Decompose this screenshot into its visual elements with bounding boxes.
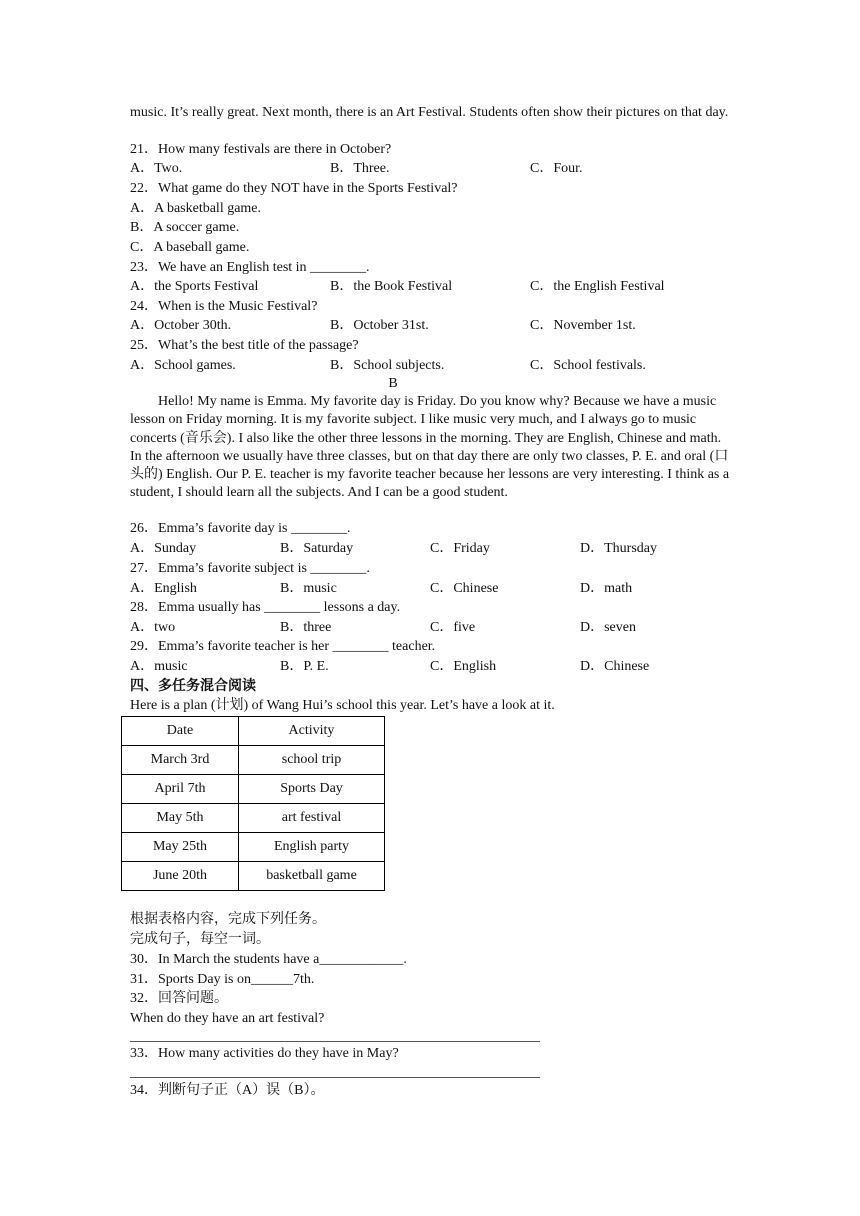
question-32-text: When do they have an art festival? (130, 1011, 325, 1026)
table-row (122, 862, 385, 891)
q26-option-b: B．Saturday (280, 541, 354, 556)
question-32-label: 32．回答问题。 (130, 991, 228, 1006)
q21-option-b: B．Three. (330, 161, 390, 176)
q25-option-c: C．School festivals. (530, 358, 646, 373)
q24-option-a: A．October 30th. (130, 318, 232, 333)
question-31: 31．Sports Day is on______7th. (130, 972, 315, 987)
table-cell-activity: Sports Day (239, 775, 385, 804)
q21-option-a: A．Two. (130, 161, 183, 176)
q22-option-b: B．A soccer game. (130, 220, 240, 235)
plan-intro: Here is a plan (计划) of Wang Hui’s school this year. Let’s have a look at it. (130, 698, 555, 713)
table-cell-activity: basketball game (239, 862, 385, 891)
section-4-heading: 四、多任务混合阅读 (130, 679, 256, 694)
passage-b-text: Hello! My name is Emma. My favorite day is Friday. Do you know why? Because we have a music lesson on Friday morning. It is my favorite subject. I like music very much, and I always go to music concerts (音乐会). I also like the other three lessons in the morning. They are English, Chinese and math. In the afternoon we usually have three classes, but on that day there are only two classes, P. E. and oral (口头的) English. Our P. E. teacher is my favorite teacher because her lessons are very interesting. I think as a student, I should learn all the subjects. And I can be a good student. (130, 394, 730, 501)
question-25-stem: 25．What’s the best title of the passage? (130, 338, 359, 353)
q29-option-d: D．Chinese (580, 659, 650, 674)
answer-line-33 (130, 1077, 540, 1078)
table-row (122, 775, 385, 804)
q24-option-b: B．October 31st. (330, 318, 429, 333)
q29-option-b: B．P. E. (280, 659, 329, 674)
answer-line-32 (130, 1041, 540, 1042)
question-22-stem: 22．What game do they NOT have in the Sports Festival? (130, 181, 458, 196)
q28-option-b: B．three (280, 620, 332, 635)
q27-option-c: C．Chinese (430, 581, 499, 596)
question-26-stem: 26．Emma’s favorite day is ________. (130, 521, 351, 536)
question-23-stem: 23．We have an English test in ________. (130, 260, 370, 275)
table-cell-date: May 25th (122, 833, 239, 862)
q26-option-a: A．Sunday (130, 541, 197, 556)
table-cell-activity: school trip (239, 746, 385, 775)
table-header-row (122, 717, 385, 746)
q29-option-c: C．English (430, 659, 497, 674)
question-24-stem: 24．When is the Music Festival? (130, 299, 318, 314)
task1-instruction: 完成句子，每空一词。 (130, 932, 270, 947)
table-header-date: Date (122, 717, 239, 746)
q25-option-a: A．School games. (130, 358, 236, 373)
q28-option-d: D．seven (580, 620, 636, 635)
question-29-stem: 29．Emma’s favorite teacher is her ________ teacher. (130, 639, 436, 654)
q23-option-a: A．the Sports Festival (130, 279, 259, 294)
q22-option-c: C．A baseball game. (130, 240, 250, 255)
q27-option-d: D．math (580, 581, 633, 596)
q25-option-b: B．School subjects. (330, 358, 445, 373)
table-row (122, 804, 385, 833)
q24-option-c: C．November 1st. (530, 318, 636, 333)
table-cell-activity: English party (239, 833, 385, 862)
q21-option-c: C．Four. (530, 161, 583, 176)
table-cell-date: June 20th (122, 862, 239, 891)
table-cell-date: March 3rd (122, 746, 239, 775)
question-21-stem: 21．How many festivals are there in October? (130, 142, 392, 157)
table-row (122, 746, 385, 775)
q27-option-b: B．music (280, 581, 337, 596)
q23-option-b: B．the Book Festival (330, 279, 453, 294)
question-34: 34．判断句子正（A）误（B）。 (130, 1083, 325, 1098)
table-cell-date: April 7th (122, 775, 239, 804)
intro-paragraph: music. It’s really great. Next month, there is an Art Festival. Students often show their pictures on that day. (130, 105, 729, 120)
table-header-activity: Activity (239, 717, 385, 746)
table-cell-activity: art festival (239, 804, 385, 833)
q29-option-a: A．music (130, 659, 188, 674)
q22-option-a: A．A basketball game. (130, 201, 262, 216)
passage-b-label: B (388, 376, 398, 391)
q27-option-a: A．English (130, 581, 197, 596)
q28-option-c: C．five (430, 620, 476, 635)
table-row (122, 833, 385, 862)
question-30: 30．In March the students have a____________. (130, 952, 407, 967)
q23-option-c: C．the English Festival (530, 279, 665, 294)
plan-table (121, 716, 385, 891)
question-33: 33．How many activities do they have in May? (130, 1046, 399, 1061)
q28-option-a: A．two (130, 620, 176, 635)
task-instruction: 根据表格内容，完成下列任务。 (130, 912, 326, 927)
q26-option-c: C．Friday (430, 541, 490, 556)
question-27-stem: 27．Emma’s favorite subject is ________. (130, 561, 370, 576)
question-28-stem: 28．Emma usually has ________ lessons a day. (130, 600, 401, 615)
q26-option-d: D．Thursday (580, 541, 657, 556)
table-cell-date: May 5th (122, 804, 239, 833)
